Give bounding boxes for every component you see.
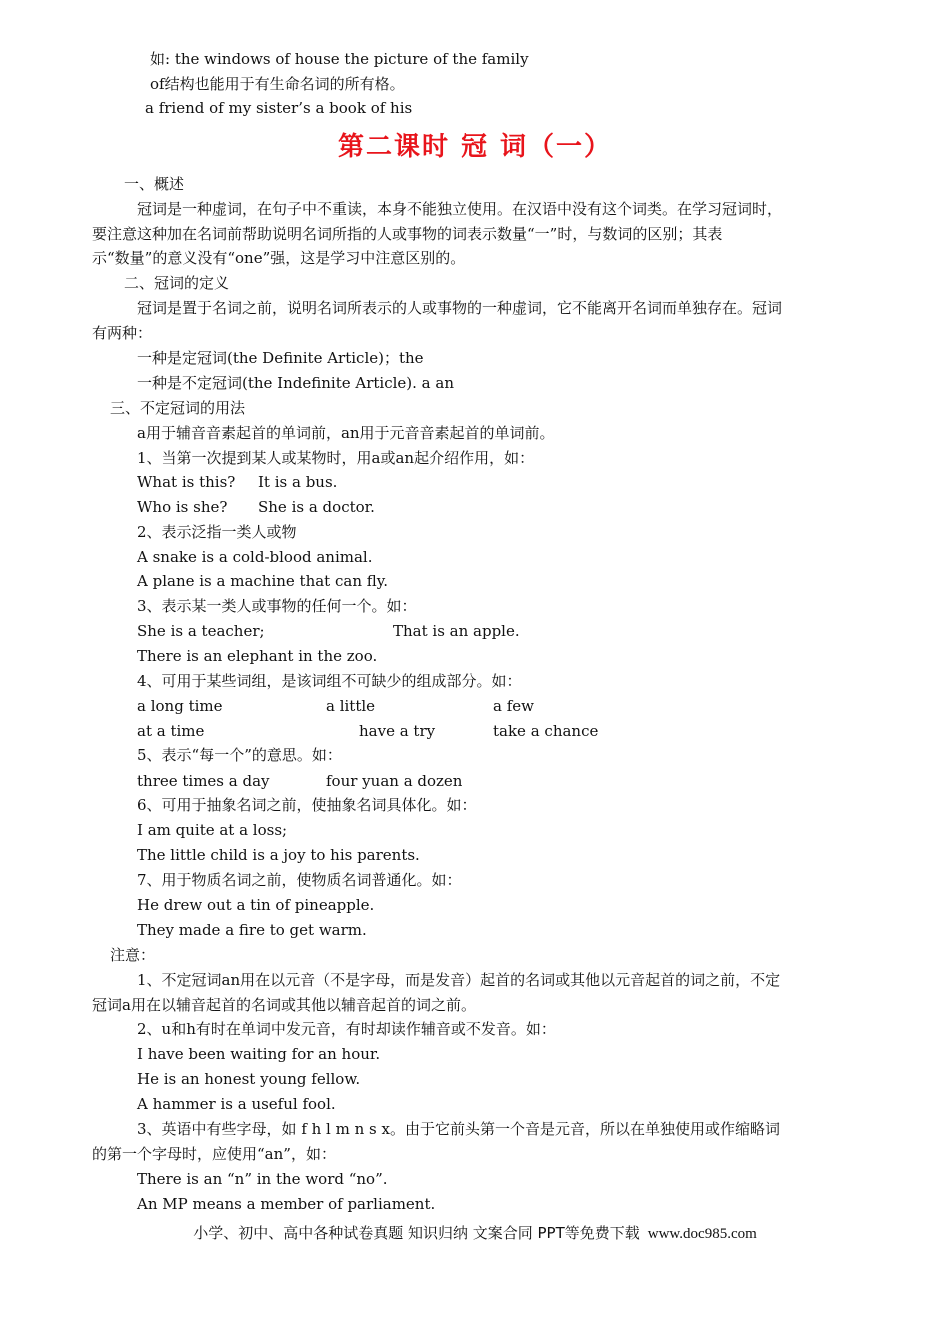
usage-2-example-2: A plane is a machine that can fly.: [137, 572, 389, 590]
note-2-example-2: He is an honest young fellow.: [137, 1070, 361, 1088]
usage-1-example-1a: What is this?: [137, 473, 236, 491]
intro-example-line: 如: the windows of house the picture of the family: [150, 50, 529, 68]
definition-heading: 二、冠词的定义: [124, 274, 230, 292]
usage-2-example-1: A snake is a cold-blood animal.: [137, 548, 373, 566]
usage-4-phrase-e: have a try: [359, 722, 436, 740]
overview-paragraph-line-3: 示“数量”的意义没有“one”强，这是学习中注意区别的。: [92, 249, 466, 267]
usage-rule-3: 3、表示某一类人或事物的任何一个。如：: [137, 597, 417, 615]
overview-paragraph-line-1: 冠词是一种虚词，在句子中不重读，本身不能独立使用。在汉语中没有这个词类。在学习冠词时，: [137, 200, 783, 218]
usage-4-phrase-a: a long time: [137, 697, 223, 715]
usage-rule-4: 4、可用于某些词组，是该词组不可缺少的组成部分。如：: [137, 672, 522, 690]
note-2-example-1: I have been waiting for an hour.: [137, 1045, 381, 1063]
usage-4-phrase-b: a little: [326, 697, 376, 715]
definition-paragraph-line-1: 冠词是置于名词之前，说明名词所表示的人或事物的一种虚词，它不能离开名词而单独存在。冠词: [137, 299, 783, 317]
note-heading: 注意：: [110, 946, 156, 964]
usage-6-example-1: I am quite at a loss;: [137, 821, 288, 839]
note-1-line-1: 1、不定冠词an用在以元音（不是字母，而是发音）起首的名词或其他以元音起首的词之前，不定: [137, 971, 781, 989]
indefinite-article-line: 一种是不定冠词(the Indefinite Article). a an: [137, 374, 454, 392]
usage-heading: 三、不定冠词的用法: [110, 399, 246, 417]
usage-rule-2: 2、表示泛指一类人或物: [137, 523, 297, 541]
note-2-example-3: A hammer is a useful fool.: [137, 1095, 336, 1113]
definite-article-line: 一种是定冠词(the Definite Article)；the: [137, 349, 424, 367]
usage-6-example-2: The little child is a joy to his parents.: [137, 846, 420, 864]
usage-intro: a用于辅音音素起首的单词前，an用于元音音素起首的单词前。: [137, 424, 555, 442]
usage-3-example-2: There is an elephant in the zoo.: [137, 647, 378, 665]
usage-4-phrase-d: at a time: [137, 722, 205, 740]
note-3-line-2: 的第一个字母时，应使用“an”，如：: [92, 1145, 336, 1163]
intro-note-line: of结构也能用于有生命名词的所有格。: [150, 75, 405, 93]
usage-1-example-2b: She is a doctor.: [258, 498, 375, 516]
footer: [0, 1222, 950, 1245]
intro-example-line-2: a friend of my sister’s a book of his: [145, 99, 413, 117]
overview-paragraph-line-2: 要注意这种加在名词前帮助说明名词所指的人或事物的词表示数量“一”时，与数词的区别；其表: [92, 225, 723, 243]
usage-1-example-1b: It is a bus.: [258, 473, 338, 491]
usage-3-example-1a: She is a teacher;: [137, 622, 265, 640]
footer-url[interactable]: www.doc985.com: [647, 1226, 757, 1242]
usage-1-example-2a: Who is she?: [137, 498, 228, 516]
note-3-example-2: An MP means a member of parliament.: [137, 1195, 436, 1213]
usage-rule-5: 5、表示“每一个”的意思。如：: [137, 746, 342, 764]
note-3-example-1: There is an “n” in the word “no”.: [137, 1170, 388, 1188]
note-1-line-2: 冠词a用在以辅音起首的名词或其他以辅音起首的词之前。: [92, 996, 476, 1014]
usage-4-phrase-c: a few: [493, 697, 534, 715]
footer-text: 小学、初中、高中各种试卷真题 知识归纳 文案合同 PPT等免费下载: [193, 1224, 640, 1242]
definition-paragraph-line-2: 有两种：: [92, 324, 153, 342]
usage-rule-6: 6、可用于抽象名词之前，使抽象名词具体化。如：: [137, 796, 477, 814]
usage-7-example-2: They made a fire to get warm.: [137, 921, 367, 939]
usage-7-example-1: He drew out a tin of pineapple.: [137, 896, 375, 914]
note-3-line-1: 3、英语中有些字母，如 f h l m n s x。由于它前头第一个音是元音，所以在单独使用或作缩略词: [137, 1120, 780, 1138]
usage-5-phrase-a: three times a day: [137, 772, 270, 790]
usage-5-phrase-b: four yuan a dozen: [326, 772, 463, 790]
usage-rule-1: 1、当第一次提到某人或某物时，用a或an起介绍作用，如：: [137, 449, 535, 467]
usage-rule-7: 7、用于物质名词之前，使物质名词普通化。如：: [137, 871, 462, 889]
page-title: 第二课时 冠 词（一）: [337, 132, 613, 162]
note-2: 2、u和h有时在单词中发元音，有时却读作辅音或不发音。如：: [137, 1020, 556, 1038]
usage-3-example-1b: That is an apple.: [393, 622, 520, 640]
usage-4-phrase-f: take a chance: [493, 722, 599, 740]
overview-heading: 一、概述: [124, 175, 185, 193]
